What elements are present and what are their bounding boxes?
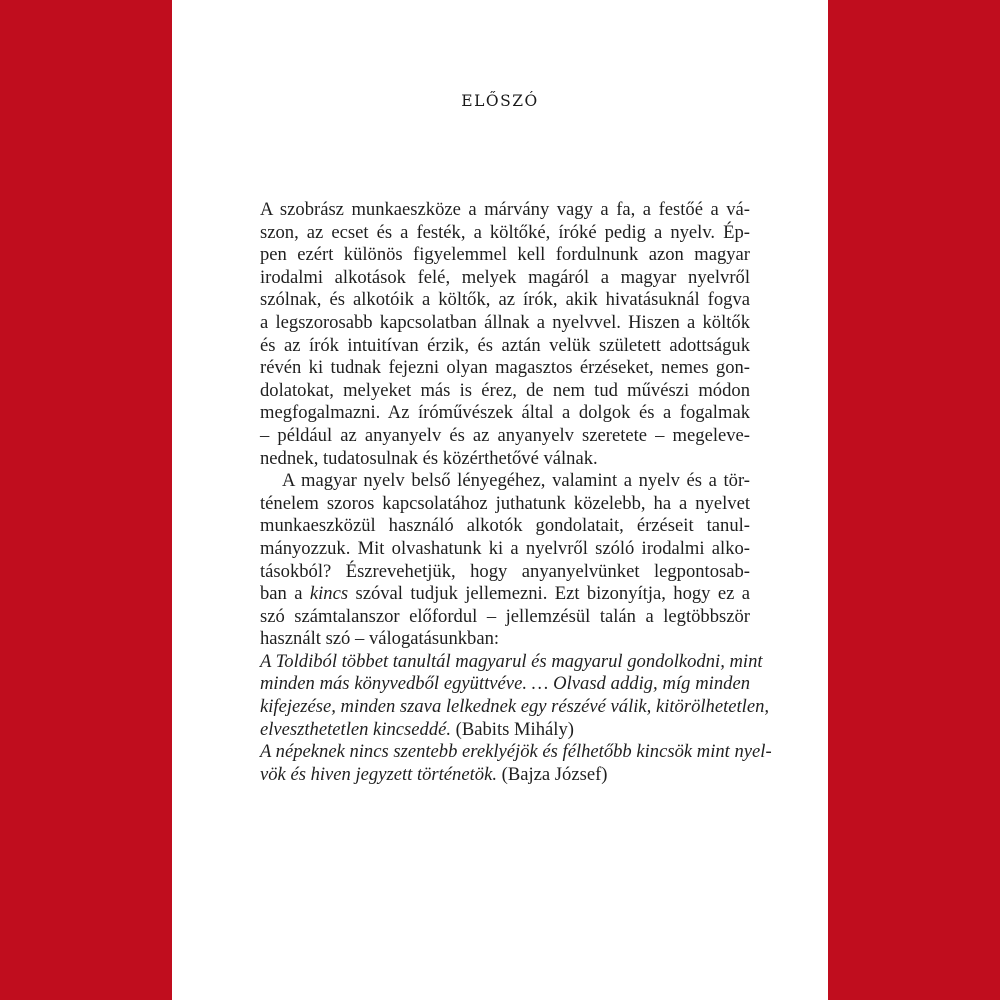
emphasis-kincs: kincs bbox=[309, 583, 349, 605]
page bbox=[172, 0, 828, 1000]
right-red-band bbox=[828, 0, 1000, 1000]
quote-line: minden más könyvedből együttvéve. … Olvasd addig, míg minden bbox=[260, 673, 750, 695]
text-line: ténelem szoros kapcsolatához juthatunk közelebb, ha a nyelvet bbox=[260, 492, 750, 514]
paragraph-2 bbox=[260, 470, 750, 651]
text-line: révén ki tudnak fejezni olyan magasztos érzéseket, nemes gon- bbox=[260, 357, 750, 379]
text-line: és az írók intuitívan érzik, és aztán velük született adottságuk bbox=[260, 334, 750, 356]
text-line: megfogalmazni. Az íróművészek által a dolgok és a fogalmak bbox=[260, 402, 750, 424]
quote-text: vök és hiven jegyzett történetök. bbox=[260, 763, 497, 785]
text-segment: ban a bbox=[260, 583, 310, 605]
text-line: használt szó – válogatásunkban: bbox=[260, 628, 500, 650]
text-line: – például az anyanyelv és az anyanyelv szeretete – megeleve- bbox=[260, 424, 750, 446]
quote-line: A népeknek nincs szentebb ereklyéjök és félhetőbb kincsök mint nyel- bbox=[260, 741, 772, 763]
quote-line-last bbox=[260, 764, 750, 787]
text-line: nednek, tudatosulnak és közérthetővé válnak. bbox=[260, 447, 598, 469]
text-line: dolatokat, melyeket más is érez, de nem tud művészi módon bbox=[260, 379, 750, 401]
quote-text: elveszthetetlen kincseddé. bbox=[260, 718, 452, 740]
text-line: A magyar nyelv belső lényegéhez, valamint a nyelv és a tör- bbox=[282, 470, 750, 492]
quote-line: A Toldiból többet tanultál magyarul és magyarul gondolkodni, mint bbox=[260, 650, 763, 672]
text-line: szó számtalanszor előfordul – jellemzésül talán a legtöbbször bbox=[260, 605, 750, 627]
body-text bbox=[260, 199, 772, 786]
text-line: pen ezért különös figyelemmel kell fordulnunk azon magyar bbox=[260, 244, 750, 266]
quote-attribution: (Bajza József) bbox=[496, 763, 608, 785]
text-line: a legszorosabb kapcsolatban állnak a nyelvvel. Hiszen a költők bbox=[260, 311, 750, 333]
text-line: irodalmi alkotások felé, melyek magáról a magyar nyelvről bbox=[260, 266, 750, 288]
text-segment: szóval tudjuk jellemezni. Ezt bizonyítja, hogy ez a bbox=[348, 583, 750, 605]
text-line: A szobrász munkaeszköze a márvány vagy a fa, a festőé a vá- bbox=[260, 199, 750, 220]
quote-line: kifejezése, minden szava lelkednek egy részévé válik, kitörölhetetlen, bbox=[260, 696, 770, 718]
text-line: szon, az ecset és a festék, a költőké, íróké pedig a nyelv. Ép- bbox=[260, 221, 750, 243]
text-line: szólnak, és alkotóik a költők, az írók, akik hivatásuknál fogva bbox=[260, 289, 750, 311]
quote-bajza bbox=[260, 741, 772, 786]
page-title: ELŐSZÓ bbox=[461, 92, 539, 110]
text-line: munkaeszközül használó alkotók gondolatait, érzéseit tanul- bbox=[260, 515, 750, 537]
text-line: mányozzuk. Mit olvashatunk ki a nyelvről szóló irodalmi alko- bbox=[260, 537, 750, 559]
quote-babits bbox=[260, 650, 770, 741]
quote-line-last bbox=[260, 719, 750, 742]
left-red-band bbox=[0, 0, 172, 1000]
text-line: tásokból? Észrevehetjük, hogy anyanyelvünket legpontosab- bbox=[260, 560, 750, 582]
text-line-kincs bbox=[260, 583, 750, 606]
paragraph-1 bbox=[260, 199, 750, 470]
quote-attribution: (Babits Mihály) bbox=[451, 718, 574, 740]
